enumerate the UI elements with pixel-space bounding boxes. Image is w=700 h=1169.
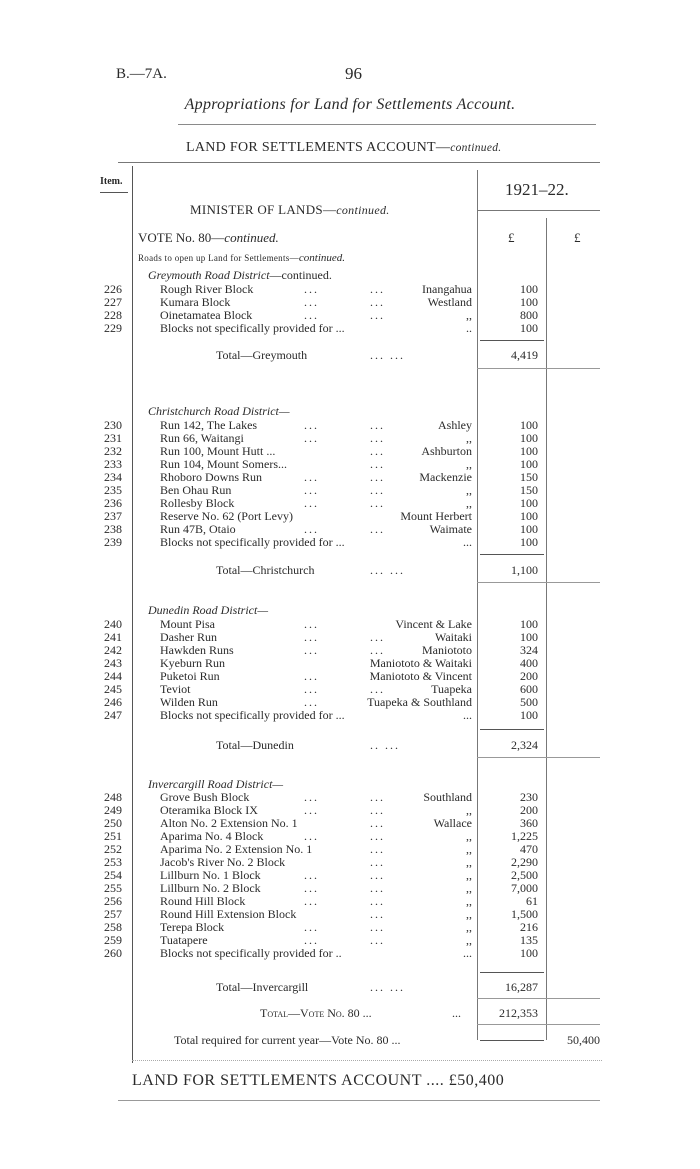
description: Oteramika Block IX [160, 803, 258, 817]
amount: 150 [520, 483, 538, 497]
item-number: 245 [104, 682, 122, 696]
amount: 100 [520, 418, 538, 432]
amount: 100 [520, 457, 538, 471]
table-row [0, 907, 700, 921]
amount: 100 [520, 282, 538, 296]
description: Grove Bush Block [160, 790, 250, 804]
page-number: 96 [345, 64, 362, 83]
leader-dots: ... [370, 790, 385, 804]
district: Maniototo & Waitaki [369, 656, 472, 670]
leader-dots: ... ... [370, 563, 405, 577]
district: Mount Herbert [400, 509, 472, 523]
item-number: 259 [104, 933, 122, 947]
item-number: 248 [104, 790, 122, 804]
table-row [0, 522, 700, 536]
district: Westland [427, 295, 472, 309]
table-row [0, 946, 700, 960]
leader-dots: ... [370, 418, 385, 432]
item-number: 251 [104, 829, 122, 843]
leader-dots: .. ... [370, 738, 400, 752]
amount: 100 [520, 617, 538, 631]
amount: 360 [520, 816, 538, 830]
amount: 600 [520, 682, 538, 696]
item-number: 233 [104, 457, 122, 471]
item-number: 244 [104, 669, 122, 683]
leader-dots: ... [304, 868, 319, 882]
district: Tuapeka & Southland [367, 695, 472, 709]
item-number: 249 [104, 803, 122, 817]
table-row [0, 630, 700, 644]
leader-dots: ... [370, 933, 385, 947]
item-number: 252 [104, 842, 122, 856]
table-row [0, 894, 700, 908]
vote-total-bottom-rule [477, 1024, 600, 1025]
leader-dots: ... [370, 920, 385, 934]
table-row [0, 790, 700, 804]
amount: 100 [520, 444, 538, 458]
district: ,, [466, 457, 472, 471]
leader-dots: ... [370, 630, 385, 644]
leader-dots: ... [304, 483, 319, 497]
district: ... [463, 946, 472, 960]
leader-dots: ... [304, 282, 319, 296]
table-row [0, 842, 700, 856]
leader-dots: ... ... [370, 980, 405, 994]
amount: 216 [520, 920, 538, 934]
description: Jacob's River No. 2 Block [160, 855, 286, 869]
district: Ashley [438, 418, 472, 432]
table-row [0, 321, 700, 335]
leader-dots: ... ... [370, 348, 405, 362]
table-row [0, 535, 700, 549]
district: ,, [466, 894, 472, 908]
leader-dots: ... [370, 431, 385, 445]
dunedin-heading: Dunedin Road District— [148, 603, 268, 617]
leader-dots: ... [370, 496, 385, 510]
description: Kumara Block [160, 295, 231, 309]
leader-dots: ... [304, 295, 319, 309]
district: ... [463, 708, 472, 722]
total-value: 2,324 [511, 738, 538, 752]
district: ,, [466, 920, 472, 934]
district: .. [466, 321, 472, 335]
description: Run 104, Mount Somers... [160, 457, 288, 471]
district: Tuapeka [431, 682, 472, 696]
table-row [0, 643, 700, 657]
district: ,, [466, 907, 472, 921]
leader-dots: ... [370, 803, 385, 817]
leader-dots: ... [304, 431, 319, 445]
total-value: 16,287 [505, 980, 538, 994]
description: Aparima No. 4 Block [160, 829, 264, 843]
leader-dots: ... [304, 829, 319, 843]
amount: 230 [520, 790, 538, 804]
item-number: 258 [104, 920, 122, 934]
item-number: 229 [104, 321, 122, 335]
district: ,, [466, 431, 472, 445]
district: ,, [466, 496, 472, 510]
leader-dots: ... [370, 868, 385, 882]
table-row [0, 470, 700, 484]
vote-heading: VOTE No. 80—continued. [138, 230, 279, 245]
item-number: 241 [104, 630, 122, 644]
table-row [0, 881, 700, 895]
item-number: 253 [104, 855, 122, 869]
current-year-rule [480, 1040, 544, 1041]
leader-dots: ... [304, 470, 319, 484]
minister-heading: MINISTER OF LANDS—continued. [190, 202, 390, 217]
leader-dots: ... [304, 803, 319, 817]
total-value: 1,100 [511, 563, 538, 577]
table-row [0, 295, 700, 309]
account-summary: LAND FOR SETTLEMENTS ACCOUNT .... £50,400 [132, 1072, 505, 1089]
table-row [0, 483, 700, 497]
amount: 100 [520, 295, 538, 309]
amount: 100 [520, 431, 538, 445]
table-row [0, 708, 700, 722]
description: Blocks not specifically provided for .. [160, 946, 342, 960]
district: Maniototo & Vincent [369, 669, 472, 683]
description: Alton No. 2 Extension No. 1 [160, 816, 298, 830]
amount: 1,225 [511, 829, 538, 843]
table-row [0, 695, 700, 709]
amount: 100 [520, 509, 538, 523]
item-number: 256 [104, 894, 122, 908]
description: Rhoboro Downs Run [160, 470, 263, 484]
leader-dots: ... [304, 682, 319, 696]
amount: 2,290 [511, 855, 538, 869]
table-row [0, 855, 700, 869]
greymouth-total-rule [480, 340, 544, 341]
amount: 2,500 [511, 868, 538, 882]
fiscal-year-header: 1921–22. [505, 180, 569, 199]
leader-dots: ... [304, 920, 319, 934]
district: Ashburton [421, 444, 472, 458]
leader-dots: ... [304, 695, 319, 709]
dotted-rule [132, 1060, 602, 1061]
section-title: LAND FOR SETTLEMENTS ACCOUNT—continued. [186, 140, 502, 155]
description: Kyeburn Run [160, 656, 225, 670]
description: Ben Ohau Run [160, 483, 232, 497]
invercargill-total-rule [480, 972, 544, 973]
district: ,, [466, 829, 472, 843]
amount: 150 [520, 470, 538, 484]
item-number: 246 [104, 695, 122, 709]
description: Run 66, Waitangi [160, 431, 244, 445]
page-title: Appropriations for Land for Settlements Account. [184, 96, 516, 113]
total-label: Total—Christchurch [216, 563, 315, 577]
description: Round Hill Extension Block [160, 907, 297, 921]
leader-dots: ... [304, 894, 319, 908]
description: Lillburn No. 2 Block [160, 881, 261, 895]
district: ,, [466, 308, 472, 322]
leader-dots: ... [370, 295, 385, 309]
amount: 400 [520, 656, 538, 670]
description: Rough River Block [160, 282, 254, 296]
district: Mackenzie [419, 470, 472, 484]
description: Run 142, The Lakes [160, 418, 258, 432]
district: ,, [466, 868, 472, 882]
leader-dots: ... [304, 669, 319, 683]
description: Dasher Run [160, 630, 217, 644]
description: Blocks not specifically provided for ... [160, 708, 345, 722]
amount: 500 [520, 695, 538, 709]
item-number: 236 [104, 496, 122, 510]
district: Waimate [429, 522, 472, 536]
current-year-value: 50,400 [567, 1033, 600, 1047]
description: Reserve No. 62 (Port Levy) [160, 509, 293, 523]
leader-dots: ... [304, 496, 319, 510]
invercargill-bottom-rule [477, 998, 600, 999]
description: Oinetamatea Block [160, 308, 253, 322]
item-number: 232 [104, 444, 122, 458]
table-row [0, 669, 700, 683]
item-column-header: Item. [100, 176, 123, 187]
item-number: 247 [104, 708, 122, 722]
leader-dots: ... [304, 308, 319, 322]
item-number: 230 [104, 418, 122, 432]
amount: 100 [520, 630, 538, 644]
leader-dots: ... [304, 933, 319, 947]
leader-dots: ... [370, 643, 385, 657]
year-header-rule [477, 210, 600, 211]
vote-total-value: 212,353 [499, 1006, 538, 1020]
dunedin-bottom-rule [477, 757, 600, 758]
description: Round Hill Block [160, 894, 246, 908]
district: ,, [466, 933, 472, 947]
description: Wilden Run [160, 695, 218, 709]
item-number: 257 [104, 907, 122, 921]
table-row [0, 656, 700, 670]
bottom-rule [118, 1100, 600, 1101]
leader-dots: ... [304, 617, 319, 631]
description: Terepa Block [160, 920, 225, 934]
amount: 61 [526, 894, 538, 908]
title-rule [178, 124, 596, 125]
table-row [0, 920, 700, 934]
table-top-rule [118, 162, 600, 163]
amount: 135 [520, 933, 538, 947]
amount: 100 [520, 535, 538, 549]
amount: 100 [520, 708, 538, 722]
leader-dots: ... [370, 282, 385, 296]
item-number: 255 [104, 881, 122, 895]
table-row [0, 933, 700, 947]
leader-dots: ... [370, 682, 385, 696]
item-number: 238 [104, 522, 122, 536]
amount: 1,500 [511, 907, 538, 921]
item-number: 231 [104, 431, 122, 445]
leader-dots: ... [304, 522, 319, 536]
vote-total-label: Total—Vote No. 80 ... [260, 1006, 372, 1020]
table-row [0, 418, 700, 432]
description: Tuatapere [160, 933, 208, 947]
christchurch-bottom-rule [477, 582, 600, 583]
table-row [0, 509, 700, 523]
leader-dots: ... [370, 483, 385, 497]
leader-dots: ... [370, 842, 385, 856]
item-number: 226 [104, 282, 122, 296]
description: Rollesby Block [160, 496, 235, 510]
table-row [0, 816, 700, 830]
table-row [0, 617, 700, 631]
table-row [0, 829, 700, 843]
amount: 470 [520, 842, 538, 856]
leader-dots: ... [370, 308, 385, 322]
description: Teviot [160, 682, 191, 696]
item-number: 250 [104, 816, 122, 830]
invercargill-heading: Invercargill Road District— [148, 777, 284, 791]
leader-dots: ... [370, 907, 385, 921]
leader-dots: ... [370, 522, 385, 536]
leader-dots: ... [370, 816, 385, 830]
greymouth-bottom-rule [477, 368, 600, 369]
leader-dots: ... [304, 881, 319, 895]
amount: 324 [520, 643, 538, 657]
item-number: 254 [104, 868, 122, 882]
district: ... [463, 535, 472, 549]
description: Blocks not specifically provided for ... [160, 535, 345, 549]
leader-dots: ... [304, 790, 319, 804]
report-code: B.—7A. [116, 66, 167, 82]
roads-heading: Roads to open up Land for Settlements—continued. [138, 252, 346, 264]
total-value: 4,419 [511, 348, 538, 362]
district: Inangahua [422, 282, 472, 296]
total-label: Total—Invercargill [216, 980, 309, 994]
item-number: 235 [104, 483, 122, 497]
total-label: Total—Dunedin [216, 738, 294, 752]
item-number: 237 [104, 509, 122, 523]
table-row [0, 868, 700, 882]
leader-dots: ... [370, 855, 385, 869]
item-number: 234 [104, 470, 122, 484]
district: ,, [466, 881, 472, 895]
description: Blocks not specifically provided for ... [160, 321, 345, 335]
christchurch-total-rule [480, 554, 544, 555]
district: Waitaki [434, 630, 472, 644]
description: Puketoi Run [160, 669, 220, 683]
item-number: 227 [104, 295, 122, 309]
item-number: 260 [104, 946, 122, 960]
item-number: 242 [104, 643, 122, 657]
district: Southland [423, 790, 472, 804]
amount: 100 [520, 496, 538, 510]
district: Vincent & Lake [395, 617, 472, 631]
greymouth-heading: Greymouth Road District—continued. [148, 268, 332, 282]
amount: 200 [520, 669, 538, 683]
item-number: 228 [104, 308, 122, 322]
district: ,, [466, 855, 472, 869]
item-header-rule [100, 192, 128, 193]
description: Run 100, Mount Hutt ... [160, 444, 276, 458]
leader-dots: ... [452, 1006, 461, 1020]
table-row [0, 308, 700, 322]
district: ,, [466, 803, 472, 817]
district: ,, [466, 483, 472, 497]
pound-sign-left: £ [508, 230, 515, 245]
amount: 100 [520, 321, 538, 335]
table-row [0, 682, 700, 696]
table-row [0, 431, 700, 445]
leader-dots: ... [370, 470, 385, 484]
dunedin-total-rule [480, 729, 544, 730]
description: Mount Pisa [160, 617, 216, 631]
leader-dots: ... [370, 881, 385, 895]
amount: 800 [520, 308, 538, 322]
pound-sign-right: £ [574, 230, 581, 245]
description: Aparima No. 2 Extension No. 1 [160, 842, 313, 856]
item-number: 239 [104, 535, 122, 549]
leader-dots: ... [304, 643, 319, 657]
district: ,, [466, 842, 472, 856]
description: Lillburn No. 1 Block [160, 868, 261, 882]
total-label: Total—Greymouth [216, 348, 308, 362]
amount: 200 [520, 803, 538, 817]
leader-dots: ... [304, 630, 319, 644]
table-row [0, 444, 700, 458]
item-number: 240 [104, 617, 122, 631]
district: Wallace [433, 816, 472, 830]
leader-dots: ... [304, 418, 319, 432]
district: Maniototo [422, 643, 472, 657]
table-row [0, 457, 700, 471]
leader-dots: ... [370, 829, 385, 843]
description: Run 47B, Otaio [160, 522, 236, 536]
table-row [0, 282, 700, 296]
table-row [0, 803, 700, 817]
leader-dots: ... [370, 457, 385, 471]
description: Hawkden Runs [160, 643, 234, 657]
item-number: 243 [104, 656, 122, 670]
table-row [0, 496, 700, 510]
leader-dots: ... [370, 444, 385, 458]
christchurch-heading: Christchurch Road District— [148, 404, 290, 418]
amount: 100 [520, 522, 538, 536]
current-year-label: Total required for current year—Vote No. 80 ... [174, 1033, 401, 1047]
leader-dots: ... [370, 894, 385, 908]
amount: 100 [520, 946, 538, 960]
amount: 7,000 [511, 881, 538, 895]
